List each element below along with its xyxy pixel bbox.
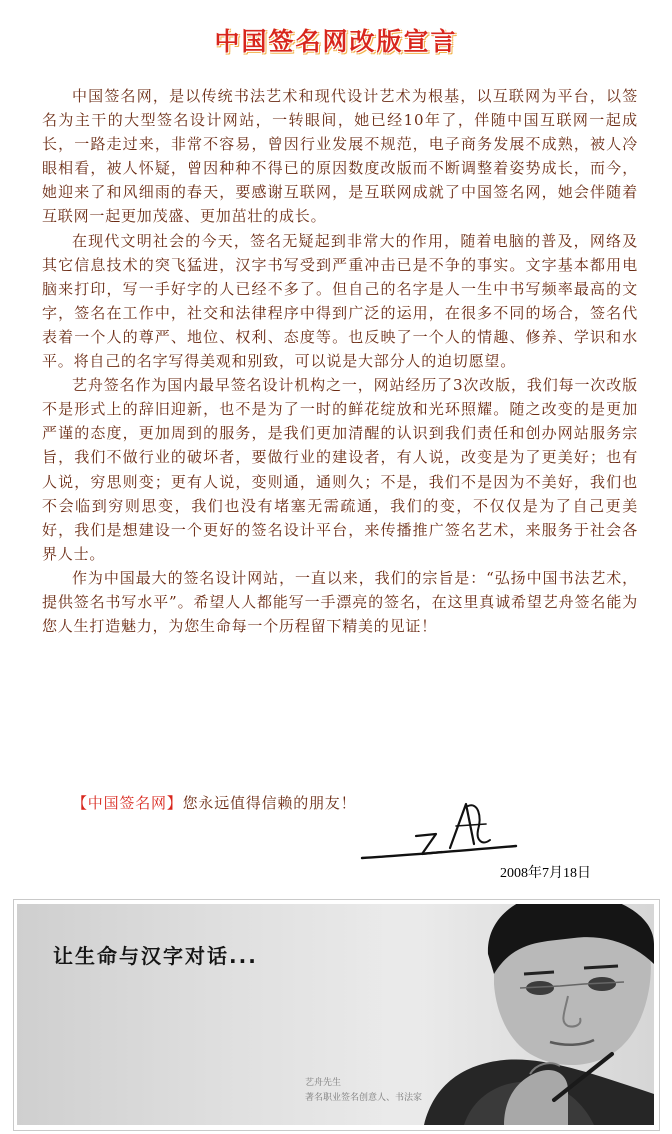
page-title: 中国签名网改版宣言 xyxy=(214,27,458,56)
title-area xyxy=(0,22,672,58)
banner-caption xyxy=(305,1076,422,1106)
banner-tagline: 让生命与汉字对话... xyxy=(53,944,258,968)
paragraph: 艺舟签名作为国内最早签名设计机构之一，网站经历了3次改版，我们每一次改版不是形式上的辞旧迎新，也不是为了一时的鲜花绽放和光环照耀。随之改变的是更加严谨的态度，更加周到的服务，是我们更加清醒的认识到我们责任和创办网站服务宗旨，我们不做行业的破坏者，要做行业的建设者，有人说，改变是为了更美好；也有人说，穷思则变；更有人说，变则通，通则久；不是，我们不是因为不美好，我们也不会临到穷则思变，我们也没有堵塞无需疏通，我们的变，不仅仅是为了自己更美好，我们是想建设一个更好的签名设计平台，来传播推广签名艺术，来服务于社会各界人士。 xyxy=(42,376,638,563)
banner xyxy=(17,904,654,1125)
caption-title: 著名职业签名创意人、书法家 xyxy=(305,1093,423,1103)
article-body xyxy=(42,84,638,638)
date: 2008年7月18日 xyxy=(500,866,591,881)
slogan-text: 您永远值得信赖的朋友！ xyxy=(182,794,357,812)
paragraph: 在现代文明社会的今天，签名无疑起到非常大的作用，随着电脑的普及，网络及其它信息技术的突飞猛进，汉字书写受到严重冲击已是不争的事实。文字基本都用电脑来打印，写一手好字的人已经不多了。但自己的名字是人一生中书写频率最高的文字，签名在工作中，社交和法律程序中得到广泛的运用，在很多不同的场合，签名代表着一个人的尊严、地位、权利、态度等。也反映了一个人的情趣、修养、学识和水平。将自己的名字写得美观和别致，可以说是大部分人的迫切愿望。 xyxy=(42,231,638,371)
slogan xyxy=(72,791,356,815)
slogan-site-name: 【中国签名网】 xyxy=(72,794,183,812)
paragraph: 中国签名网，是以传统书法艺术和现代设计艺术为根基，以互联网为平台，以签名为主干的大型签名设计网站，一转眼间，她已经10年了，伴随中国互联网一起成长，一路走过来，非常不容易，曾因行业发展不规范，电子商务发展不成熟，被人冷眼相看，被人怀疑，曾因种种不得已的原因数度改版而不断调整着姿势成长，而今，她迎来了和风细雨的春天，要感谢互联网，是互联网成就了中国签名网，她会伴随着互联网一起更加茂盛、更加茁壮的成长。 xyxy=(42,87,638,226)
caption-name: 艺舟先生 xyxy=(305,1078,342,1088)
paragraph: 作为中国最大的签名设计网站，一直以来，我们的宗旨是：“弘扬中国书法艺术，提供签名书写水平”。希望人人都能写一手漂亮的签名，在这里真诚希望艺舟签名能为您人生打造魅力，为您生命每一个历程留下精美的见证！ xyxy=(42,568,638,636)
